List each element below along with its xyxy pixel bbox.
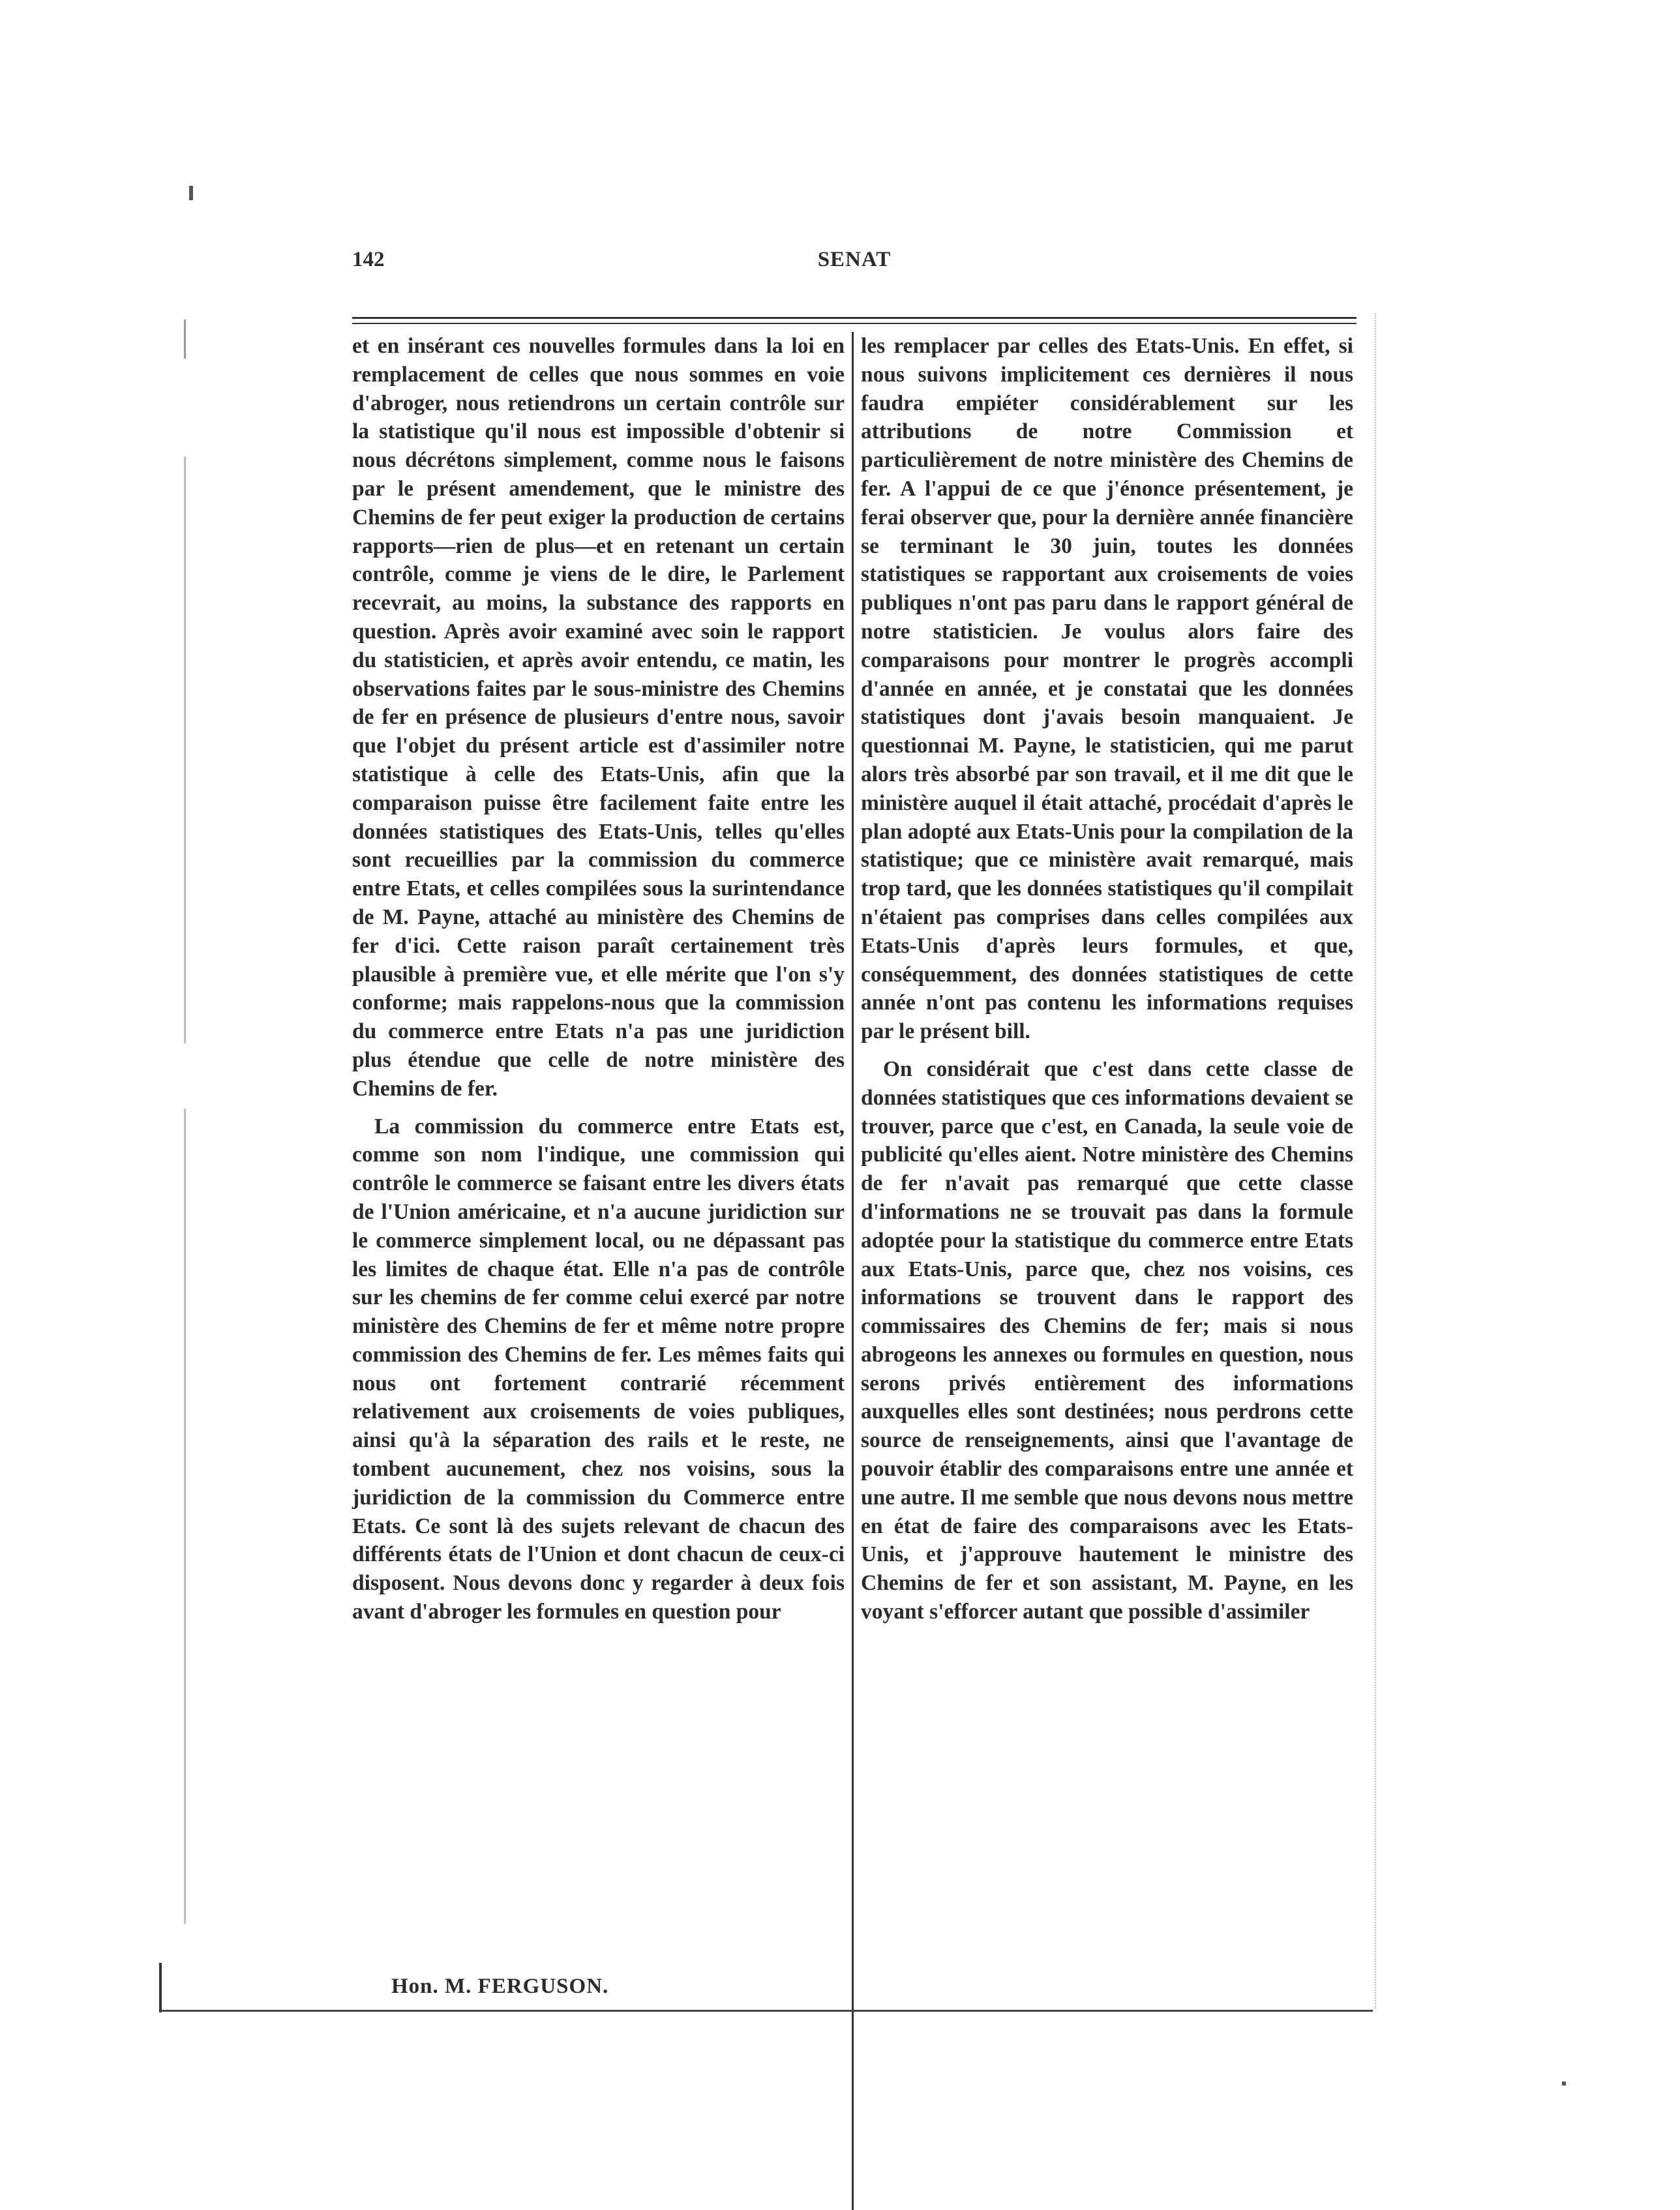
- header-rule: [352, 317, 1357, 324]
- scan-artifact: [1562, 2082, 1566, 2085]
- scan-artifact: [184, 320, 186, 359]
- page: [352, 248, 1357, 2203]
- text-columns: [352, 332, 1357, 2203]
- paragraph: les remplacer par celles des Etats-Unis. En effet, si nous suivons implicitement ces dernières il nous faudra empiéter considérablement sur les attributions de notre Commission et particulièrement de notre ministère des Chemins de fer. A l'appui de ce que j'énonce présentement, je ferai observer que, pour la dernière année financière se terminant le 30 juin, toutes les données statistiques se rapportant aux croisements de voies publiques n'ont pas paru dans le rapport général de notre statisticien. Je voulus alors faire des comparaisons pour montrer le progrès accompli d'année en année, et je constatai que les données statistiques dont j'avais besoin manquaient. Je questionnai M. Payne, le statisticien, qui me parut alors très absorbé par son travail, et il me dit que le ministère auquel il était attaché, procédait d'après le plan adopté aux Etats-Unis pour la compilation de la statistique; que ce ministère avait remarqué, mais trop tard, que les données statistiques qu'il compilait n'étaient pas comprises dans celles compilées aux Etats-Unis d'après leurs formules, et que, conséquemment, des données statistiques de cette année n'ont pas contenu les informations requises par le présent bill.: [861, 334, 1353, 1044]
- paragraph: La commission du commerce entre Etats est, comme son nom l'indique, une commission qui contrôle le commerce se faisant entre les divers états de l'Union américaine, et n'a aucune juridiction sur le commerce simplement local, ou ne dépassant pas les limites de chaque état. Elle n'a pas de contrôle sur les chemins de fer comme celui exercé par notre ministère des Chemins de fer et même notre propre commission des Chemins de fer. Les mêmes faits qui nous ont fortement contrarié récemment relativement aux croisements de voies publiques, ainsi qu'à la séparation des rails et le reste, ne tombent aucunement, chez nos voisins, sous la juridiction de la commission du Commerce entre Etats. Ce sont là des sujets relevant de chacun des différents états de l'Union et dont chacun de ceux-ci disposent. Nous devons donc y regarder à deux fois avant d'abroger les formules en question pour: [352, 1114, 845, 1624]
- running-title: SENAT: [817, 248, 892, 271]
- scan-artifact: [184, 456, 186, 1043]
- paragraph: On considérait que c'est dans cette classe de données statistiques que ces informations devaient se trouver, parce que c'est, en Canada, la seule voie de publicité qu'elles aient. Notre ministère des Chemins de fer n'avait pas remarqué que cette classe d'informations ne se trouvait pas dans la formule adoptée pour la statistique du commerce entre Etats aux Etats-Unis, parce que, chez nos voisins, ces informations se trouvent dans le rapport des commissaires des Chemins de fer; mais si nous abrogeons les annexes ou formules en question, nous serons privés entièrement des informations auxquelles elles sont destinées; nous perdrons cette source de renseignements, ainsi que l'avantage de pouvoir établir des comparaisons entre une année et une autre. Il me semble que nous devons nous mettre en état de faire des comparaisons avec les Etats-Unis, et j'approuve hautement le ministre des Chemins de fer et son assistant, M. Payne, en les voyant s'efforcer autant que possible d'assimiler: [861, 1056, 1353, 1624]
- scan-artifact: [184, 1109, 186, 1924]
- paragraph: et en insérant ces nouvelles formules dans la loi en remplacement de celles que nous sommes en voie d'abroger, nous retiendrons un certain contrôle sur la statistique qu'il nous est impossible d'obtenir si nous décrétons simplement, comme nous le faisons par le présent amendement, que le ministre des Chemins de fer peut exiger la production de certains rapports—rien de plus—et en retenant un certain contrôle, comme je viens de le dire, le Parlement recevrait, au moins, la substance des rapports en question. Après avoir examiné avec soin le rapport du statisticien, et après avoir entendu, ce matin, les observations faites par le sous-ministre des Chemins de fer en présence de plusieurs d'entre nous, savoir que l'objet du présent article est d'assimiler notre statistique à celle des Etats-Unis, afin que la comparaison puisse être facilement faite entre les données statistiques des Etats-Unis, telles qu'elles sont recueillies par la commission du commerce entre Etats, et celles compilées sous la surintendance de M. Payne, attaché au ministère des Chemins de fer d'ici. Cette raison paraît certainement très plausible à première vue, et elle mérite que l'on s'y conforme; mais rappelons-nous que la commission du commerce entre Etats n'a pas une juridiction plus étendue que celle de notre ministère des Chemins de fer.: [352, 334, 845, 1101]
- speaker-footer: Hon. M. FERGUSON.: [391, 1975, 609, 1998]
- left-column: [352, 332, 845, 1626]
- scan-artifact: [1375, 313, 1378, 2008]
- page-number: 142: [352, 248, 385, 271]
- column-divider: [852, 332, 854, 2210]
- right-column: [861, 332, 1353, 1626]
- scan-artifact: [159, 1963, 162, 2012]
- footer-rule: [160, 2010, 1373, 2012]
- scan-artifact: [189, 186, 193, 200]
- page-header: [352, 248, 1357, 287]
